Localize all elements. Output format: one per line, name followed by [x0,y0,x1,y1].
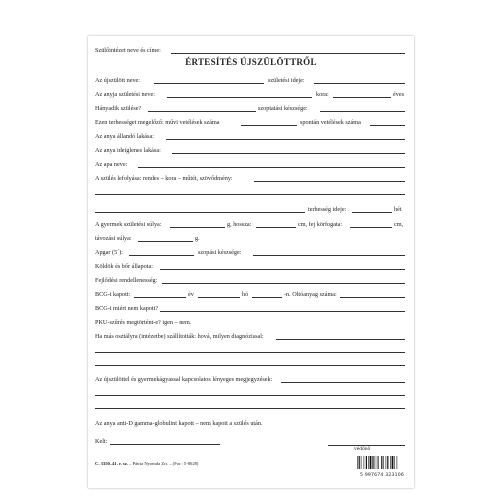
delivery-course-field[interactable] [254,181,405,182]
barcode-bar [364,456,365,469]
vaccine-number-label: -n. Oltóanyag száma: [284,291,337,298]
newborn-name-label: Az újszülött neve: [95,77,141,84]
head-circumference-label: cm, fej körfogata: [298,221,343,228]
umbilical-skin-label: Köldök és bőr állapota: [95,263,153,270]
suckling-label: szopási készsége: [198,249,242,256]
father-name-label: Az apa neve: [95,161,128,168]
birth-weight-label: A gyermek születési súlya: [95,221,162,228]
delivery-course-field-2[interactable] [95,194,405,195]
bcg-month-unit: hó [242,291,249,298]
nursing-label: szoptatási készsége: [258,105,308,112]
temporary-address-label: Az anya ideiglenes lakása: [95,147,161,154]
bcg-day-field[interactable] [252,297,282,298]
transfer-field-2[interactable] [95,352,405,353]
bcg-reason-label: BCG-t miért nem kapott? [95,305,159,312]
barcode-bars [356,456,408,469]
gestation-field[interactable] [352,212,392,213]
birth-date-field[interactable] [314,83,405,84]
nurse-label: védőnő [354,446,371,452]
pku-label: PKU-szűrés megtörtént-e? igen – nem. [95,319,192,326]
date-label: Kelt: [95,438,108,445]
barcode-bar [394,456,395,469]
barcode-bar [392,456,394,469]
remarks-label: Az újszülöttel és gyermekágyassal kapcsolatos lényeges megjegyzések: [95,376,273,383]
head-circumference-unit: cm, [394,221,404,228]
spontaneous-abortions-field[interactable] [370,125,405,126]
bcg-label: BCG-t kapott: [95,291,131,298]
footer-code: C. 3350–41. r. sz. [95,461,128,466]
length-label: g, hossza: [227,221,252,228]
transfer-label: Ha más osztályra (intézetbe) szállították: hová, milyen diagnózissal: [95,333,264,340]
induced-abortions-label: Ezen terhességet megelőző: művi vetélések száma [95,119,220,126]
nursing-field[interactable] [320,111,405,112]
temporary-address-field[interactable] [172,153,405,154]
anti-d-label: Az anya anti-D gamma-globulint kapott – nem kapott a szülés után. [95,420,263,427]
gestation-unit: hét [394,206,402,213]
vaccine-number-field[interactable] [340,297,405,298]
barcode-bar [368,456,369,469]
birth-weight-field[interactable] [170,227,225,228]
barcode-bar [378,456,379,469]
length-field[interactable] [256,227,296,228]
father-name-field[interactable] [138,167,405,168]
permanent-address-field[interactable] [166,139,405,140]
barcode-number: 5 997674 323106 [360,473,404,478]
footer-print-info [95,461,198,466]
barcode-bar [366,456,367,469]
birth-order-field[interactable] [148,111,256,112]
apgar-label: Apgar (5´): [95,249,124,256]
barcode-bar [377,456,378,469]
barcode-bar [390,456,391,469]
newborn-name-field[interactable] [154,83,264,84]
barcode-bar [386,456,387,469]
barcode-bar [387,456,388,469]
remarks-field[interactable] [281,382,405,383]
transfer-field[interactable] [276,339,405,340]
bcg-year-unit: év [188,291,194,298]
spontaneous-abortions-label: spontán vetélések száma [300,119,361,126]
barcode-bar [359,456,360,469]
bcg-reason-field[interactable] [160,311,405,312]
permanent-address-label: Az anya állandó lakása: [95,133,154,140]
barcode-bar [381,456,382,469]
barcode [356,456,408,478]
birth-order-label: Hányadik szülése? [95,105,142,112]
footer-publisher: – Pátria Nyomda Zrt. – (For.: 5-8028) [129,461,199,466]
header-field[interactable] [171,53,405,54]
form-title: ÉRTESÍTÉS ÚJSZÜLÖTTRŐL [185,57,317,67]
birth-date-label: születési ideje: [268,77,305,84]
barcode-bar [357,456,358,469]
mother-name-field[interactable] [167,97,312,98]
apgar-field[interactable] [129,255,194,256]
barcode-bar [361,456,362,469]
discharge-weight-label: távozási súlya: [95,235,132,242]
transfer-field-3[interactable] [95,365,405,366]
age-unit: éves [393,91,404,98]
induced-abortions-field[interactable] [241,125,297,126]
barcode-bar [372,456,373,469]
bcg-month-field[interactable] [198,297,240,298]
remarks-field-3[interactable] [95,408,405,409]
header-label: Szülőintézet neve és címe: [95,47,161,54]
barcode-bar [383,456,384,469]
barcode-bar [370,456,372,469]
umbilical-skin-field[interactable] [160,269,405,270]
barcode-bar [375,456,376,469]
delivery-course-field-3[interactable] [95,212,305,213]
barcode-bar [397,456,398,469]
age-label: kora: [316,91,329,98]
age-field[interactable] [333,97,391,98]
remarks-field-2[interactable] [95,395,405,396]
bcg-year-field[interactable] [134,297,186,298]
head-circumference-field[interactable] [350,227,392,228]
date-field[interactable] [110,444,220,445]
malformation-field[interactable] [162,283,405,284]
suckling-field[interactable] [253,255,405,256]
delivery-course-label: A szülés lefolyása: rendes – kora – műtét, szövődmény: [95,175,233,182]
discharge-weight-unit: g. [195,235,200,242]
form-sheet [88,36,414,488]
gestation-label: terhesség ideje: [308,206,347,213]
mother-name-label: Az anyja születési neve: [95,91,155,98]
malformation-label: Fejlődési rendellenesség: [95,277,158,284]
discharge-weight-field[interactable] [138,241,193,242]
